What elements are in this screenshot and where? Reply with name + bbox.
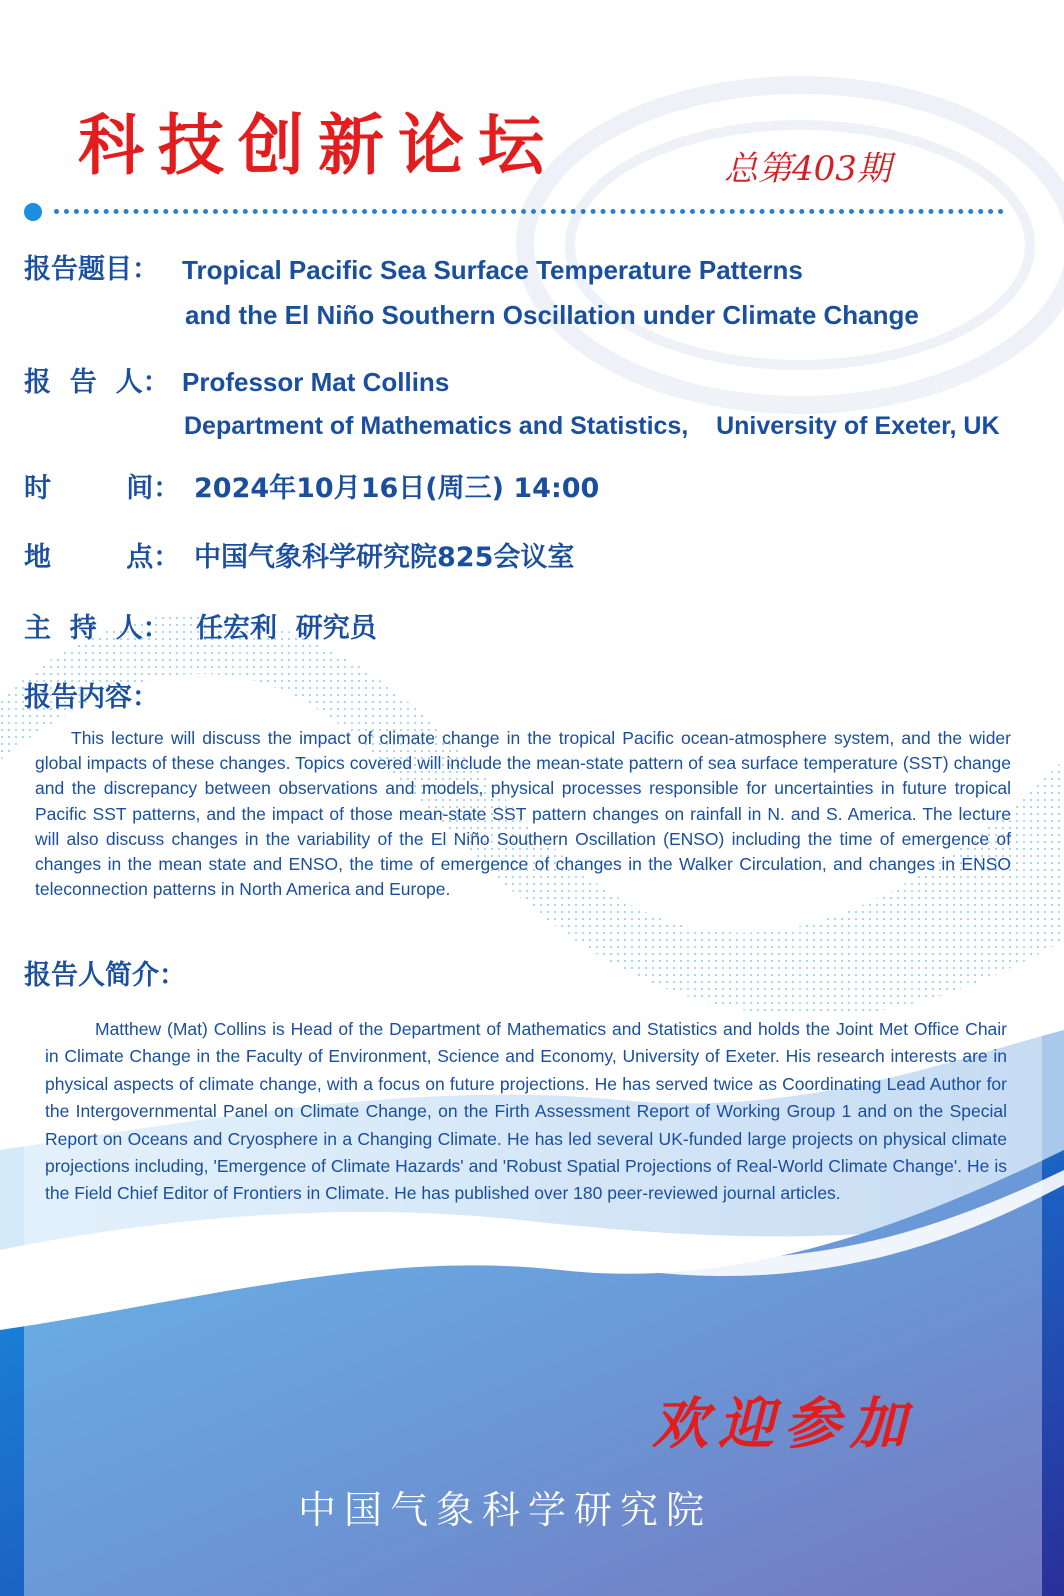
topic-line-2: and the El Niño Southern Oscillation under Climate Change	[185, 300, 919, 330]
content-heading: 报告内容：	[24, 682, 159, 713]
dotted-divider	[54, 209, 1004, 214]
topic-line-1: Tropical Pacific Sea Surface Temperature Patterns	[182, 255, 803, 285]
welcome-text: 欢迎参加	[652, 1391, 916, 1457]
organizer-name: 中国气象科学研究院	[298, 1488, 713, 1532]
watermark-logo	[525, 85, 1064, 405]
host-label: 主 持 人：	[24, 613, 170, 644]
host-value: 任宏利 研究员	[196, 613, 377, 644]
place-label: 地 点：	[24, 542, 181, 573]
place-value: 中国气象科学研究院825会议室	[194, 542, 575, 573]
speaker-name: Professor Mat Collins	[182, 367, 450, 397]
bio-body	[45, 1016, 1007, 1208]
content-body	[35, 726, 1011, 902]
speaker-label: 报 告 人：	[24, 367, 170, 398]
content-paragraph: This lecture will discuss the impact of climate change in the tropical Pacific ocean-atmosphere system, and the wider global impacts of these changes. Topics covered will include the mean-state pattern of sea surface temperature (SST) change and the discrepancy between observations and models, physical processes responsible for uncertainties in future tropical Pacific SST patterns, and the impact of those mean-state SST pattern changes on rainfall in N. and S. America. The lecture will also discuss changes in the variability of the El Niño Southern Oscillation (ENSO) including the time of emergence of changes in the mean state and ENSO, the time of emergence of changes in the Walker Circulation, and changes in ENSO teleconnection patterns in North America and Europe.	[35, 728, 1011, 900]
forum-title: 科技创新论坛	[78, 106, 558, 184]
topic-label: 报告题目：	[24, 254, 159, 285]
bio-heading: 报告人简介：	[24, 960, 186, 991]
speaker-affiliation: Department of Mathematics and Statistics, University of Exeter, UK	[184, 412, 1000, 440]
title-bullet-dot	[24, 203, 42, 221]
bio-paragraph: Matthew (Mat) Collins is Head of the Department of Mathematics and Statistics and holds the Joint Met Office Chair in Climate Change in the Faculty of Environment, Science and Economy, University of Exeter. His research interests are in physical aspects of climate change, with a focus on future projections. He has served twice as Coordinating Lead Author for the Intergovernmental Panel on Climate Change, on the Firth Assessment Report of Working Group 1 and on the Special Report on Oceans and Cryosphere in a Changing Climate. He has led several UK-funded large projects on physical climate projections including, 'Emergence of Climate Hazards' and 'Robust Spatial Projections of Real-World Climate Change'. He is the Field Chief Editor of Frontiers in Climate. He has published over 180 peer-reviewed journal articles.	[45, 1019, 1007, 1204]
time-label: 时 间：	[24, 473, 181, 504]
time-value: 2024年10月16日(周三) 14:00	[194, 473, 600, 504]
issue-number: 总第403期	[724, 149, 891, 189]
